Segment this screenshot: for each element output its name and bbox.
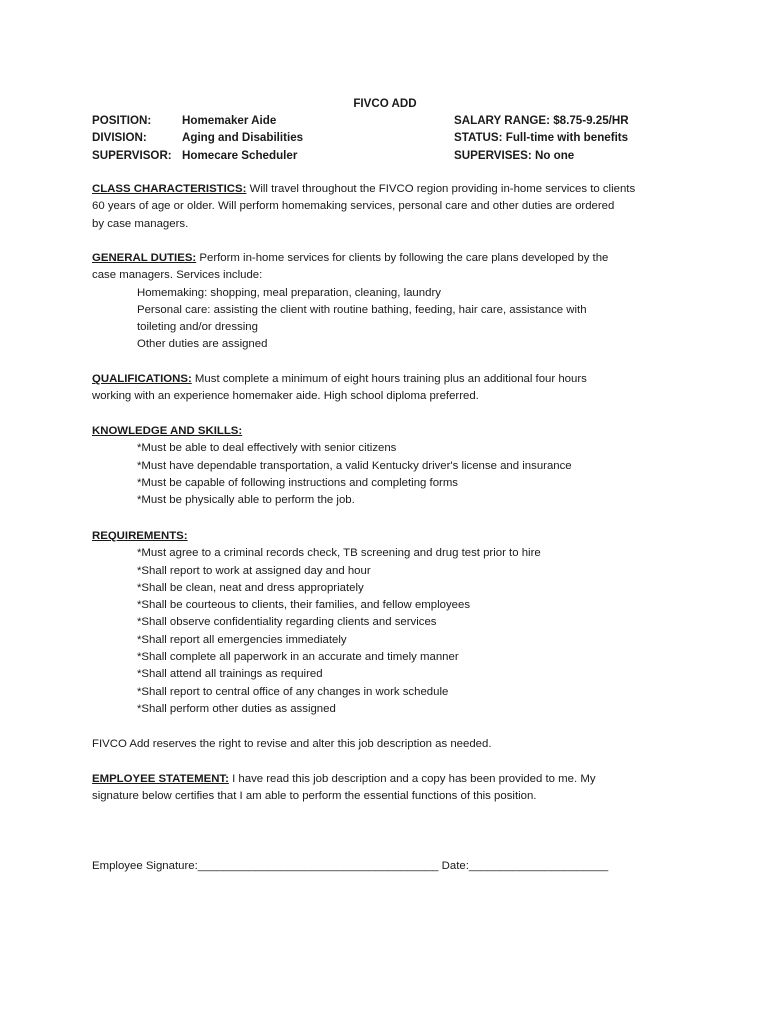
division-row xyxy=(92,129,303,146)
class-characteristics-section xyxy=(92,181,692,233)
header-left-block xyxy=(92,112,303,164)
general-duties-text: Perform in-home services for clients by following the care plans developed by the xyxy=(196,252,609,264)
requirements-heading: REQUIREMENTS: xyxy=(92,530,188,542)
list-item: *Shall be clean, neat and dress appropriately xyxy=(137,581,364,594)
supervisor-value: Homecare Scheduler xyxy=(182,148,298,162)
class-characteristics-text: Will travel throughout the FIVCO region providing in-home services to clients xyxy=(246,183,636,195)
list-item: *Must agree to a criminal records check, TB screening and drug test prior to hire xyxy=(137,547,541,560)
reserve-note-text: FIVCO Add reserves the right to revise and alter this job description as needed. xyxy=(92,738,492,750)
employment-status: STATUS: Full-time with benefits xyxy=(454,131,629,145)
requirements-section xyxy=(92,528,692,718)
qualifications-section xyxy=(92,371,692,406)
supervises: SUPERVISES: No one xyxy=(454,148,575,162)
knowledge-skills-heading: KNOWLEDGE AND SKILLS: xyxy=(92,425,243,437)
qualifications-heading: QUALIFICATIONS: xyxy=(92,373,192,385)
employee-statement-text: I have read this job description and a copy has been provided to me. My xyxy=(228,773,596,785)
class-characteristics-text: by case managers. xyxy=(92,217,189,230)
list-item: *Shall complete all paperwork in an accurate and timely manner xyxy=(137,651,459,664)
list-item: Other duties are assigned xyxy=(137,338,268,351)
reserve-note xyxy=(92,736,692,753)
list-item: *Shall perform other duties as assigned xyxy=(137,702,336,715)
salary-range: SALARY RANGE: $8.75-9.25/HR xyxy=(454,114,629,127)
general-duties-heading: GENERAL DUTIES: xyxy=(92,252,197,264)
general-duties-section xyxy=(92,250,692,354)
position-label: POSITION: xyxy=(92,114,152,127)
qualifications-text: working with an experience homemaker aide. High school diploma preferred. xyxy=(92,390,479,403)
header-right-block xyxy=(454,112,629,164)
list-item: toileting and/or dressing xyxy=(137,321,258,334)
list-item: *Shall report to work at assigned day and hour xyxy=(137,564,371,577)
supervisor-row xyxy=(92,147,303,164)
division-value: Aging and Disabilities xyxy=(182,131,304,145)
list-item: *Shall attend all trainings as required xyxy=(137,668,323,681)
employee-statement-section xyxy=(92,771,692,806)
employee-signature-field[interactable]: Employee Signature:______________________________________ xyxy=(92,860,439,872)
supervisor-label: SUPERVISOR: xyxy=(92,148,172,162)
list-item: *Must be able to deal effectively with senior citizens xyxy=(137,442,397,455)
list-item: Personal care: assisting the client with routine bathing, feeding, hair care, assistance with xyxy=(137,303,587,316)
list-item: Homemaking: shopping, meal preparation, cleaning, laundry xyxy=(137,286,441,299)
qualifications-text: Must complete a minimum of eight hours training plus an additional four hours xyxy=(191,373,587,385)
class-characteristics-text: 60 years of age or older. Will perform homemaking services, personal care and other duties are ordered xyxy=(92,200,615,213)
employee-statement-heading: EMPLOYEE STATEMENT: xyxy=(92,773,229,785)
document-title: FIVCO ADD xyxy=(353,97,417,110)
class-characteristics-heading: CLASS CHARACTERISTICS: xyxy=(92,183,247,195)
list-item: *Must have dependable transportation, a valid Kentucky driver's license and insurance xyxy=(137,459,572,472)
division-label: DIVISION: xyxy=(92,131,147,145)
list-item: *Shall report to central office of any changes in work schedule xyxy=(137,685,449,698)
knowledge-skills-section xyxy=(92,423,692,509)
list-item: *Shall report all emergencies immediately xyxy=(137,633,347,646)
list-item: *Shall be courteous to clients, their families, and fellow employees xyxy=(137,599,471,612)
employee-statement-text: signature below certifies that I am able to perform the essential functions of this position. xyxy=(92,790,537,803)
list-item: *Must be physically able to perform the job. xyxy=(137,494,355,507)
date-field[interactable]: Date:______________________ xyxy=(438,860,609,872)
list-item: *Must be capable of following instructions and completing forms xyxy=(137,476,459,489)
position-row xyxy=(92,112,303,129)
general-duties-text: case managers. Services include: xyxy=(92,269,263,282)
list-item: *Shall observe confidentiality regarding clients and services xyxy=(137,616,437,629)
signature-line xyxy=(92,858,608,875)
position-value: Homemaker Aide xyxy=(182,114,277,127)
